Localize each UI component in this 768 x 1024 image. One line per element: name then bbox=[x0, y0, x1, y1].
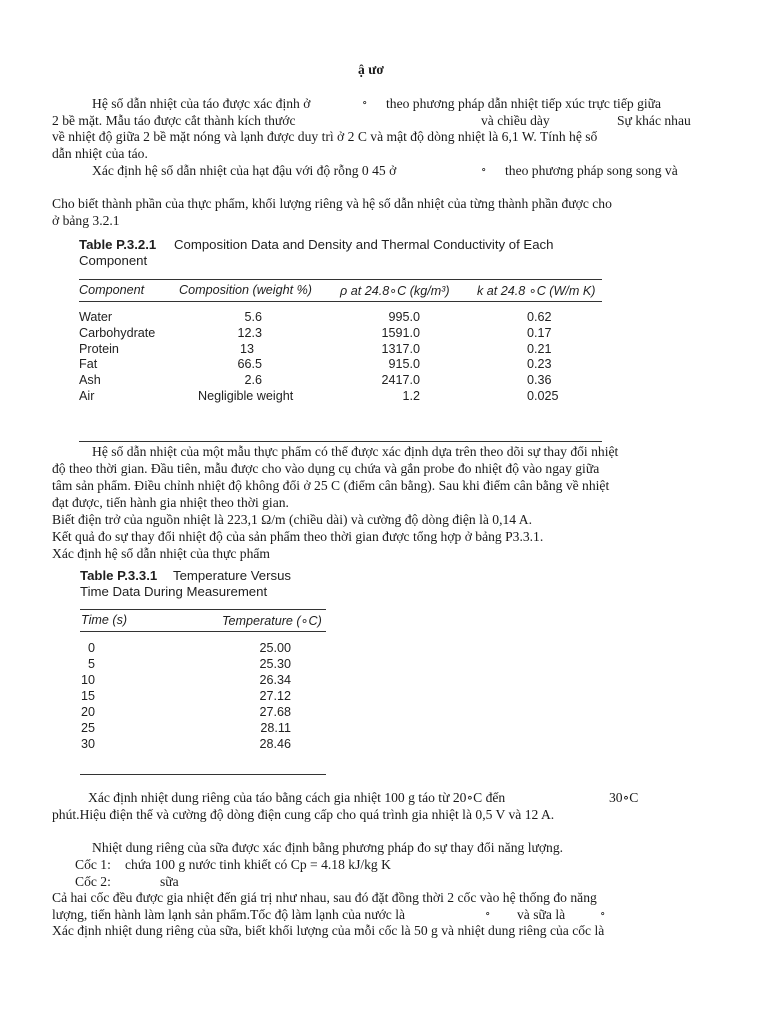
p6-line4: Cả hai cốc đều được gia nhiệt đến giá trị như nhau, sau đó đặt đồng thời 2 cốc vào hệ thống đo năng bbox=[52, 890, 597, 905]
p6-line5a: lượng, tiến hành làm lạnh sản phẩm.Tốc độ làm lạnh của nước là bbox=[52, 907, 405, 922]
table1-top-rule bbox=[79, 279, 602, 280]
table2-top-rule bbox=[80, 609, 326, 610]
table1-cell: 2.6 bbox=[244, 373, 262, 387]
p5-line2: phút.Hiệu điện thế và cường độ dòng điện cung cấp cho quá trình gia nhiệt là 0,5 V và 12 A. bbox=[52, 807, 555, 822]
table2-cell: 5 bbox=[88, 657, 96, 671]
table1-cell: 0.17 bbox=[527, 326, 552, 340]
table2-cell: 0 bbox=[88, 641, 96, 655]
table2-cell: 20 bbox=[81, 705, 96, 719]
table1-cell: Ash bbox=[79, 373, 101, 387]
table2-header-temperature: Temperature (∘C) bbox=[222, 614, 322, 628]
table2-bottom-rule bbox=[80, 774, 326, 775]
p4-line2: độ theo thời gian. Đầu tiên, mẫu được cho vào dụng cụ chứa và gắn probe đo nhiệt độ vào ngay giữa bbox=[52, 461, 600, 476]
table1-header-rule bbox=[79, 301, 602, 302]
p1-line2c: Sự khác nhau bbox=[617, 113, 691, 128]
p1-line3: về nhiệt độ giữa 2 bề mặt nóng và lạnh được duy trì ở 2 C và mật độ dòng nhiệt là 6,1 W. Tính hệ số bbox=[52, 129, 598, 144]
table1-header-component: Component bbox=[79, 283, 145, 297]
p5-line1a: Xác định nhiệt dung riêng của táo bằng cách gia nhiệt 100 g táo từ 20∘C đến bbox=[88, 790, 506, 805]
table2-cell: 15 bbox=[81, 689, 96, 703]
table2-header-time: Time (s) bbox=[81, 613, 128, 627]
p4-line7: Xác định hệ số dẫn nhiệt của thực phẩm bbox=[52, 546, 271, 561]
degree-symbol: ∘ bbox=[481, 164, 487, 176]
table2-cell: 25.30 bbox=[259, 657, 291, 671]
table1-cell: 5.6 bbox=[244, 310, 262, 324]
p2-line1a: Xác định hệ số dẫn nhiệt của hạt đậu với độ rỗng 0 45 ở bbox=[92, 163, 397, 178]
p4-line4: đạt được, tiến hành gia nhiệt theo thời gian. bbox=[52, 495, 289, 510]
cup1-text: chứa 100 g nước tinh khiết có Cp = 4.18 kJ/kg K bbox=[125, 857, 391, 872]
table2-cell: 10 bbox=[81, 673, 96, 687]
table1-caption: Composition Data and Density and Thermal Conductivity of Each bbox=[174, 237, 554, 252]
table1-cell: 66.5 bbox=[237, 357, 262, 371]
table1-bottom-rule bbox=[79, 441, 602, 442]
p3-line2: ở bảng 3.2.1 bbox=[52, 213, 120, 228]
table1-cell: 0.62 bbox=[527, 310, 552, 324]
table1-cell: Air bbox=[79, 389, 95, 403]
p6-line6: Xác định nhiệt dung riêng của sữa, biết khối lượng của mỗi cốc là 50 g và nhiệt dung riêng của cốc là bbox=[52, 923, 605, 938]
p1-line2b: và chiều dày bbox=[481, 113, 550, 128]
table2-label: Table P.3.3.1 bbox=[80, 568, 158, 583]
table1-cell: 1317.0 bbox=[381, 342, 420, 356]
table1-cell: 915.0 bbox=[388, 357, 420, 371]
p4-line6: Kết quả đo sự thay đổi nhiệt độ của sản phẩm theo thời gian được tổng hợp ở bảng P3.3.1. bbox=[52, 529, 544, 544]
table1-cell: Water bbox=[79, 310, 113, 324]
table2-cell: 26.34 bbox=[259, 673, 291, 687]
cup2-text: sữa bbox=[160, 874, 179, 889]
table2-cell: 25.00 bbox=[259, 641, 291, 655]
p4-line1: Hệ số dẫn nhiệt của một mẫu thực phẩm có thể được xác định dựa trên theo dõi sự thay đổi nhiệt bbox=[92, 444, 619, 459]
cup2-label: Cốc 2: bbox=[75, 874, 111, 889]
table1-cell: 0.36 bbox=[527, 373, 552, 387]
p2-line1c: theo phương pháp song song và bbox=[505, 163, 678, 178]
table1-cell: Protein bbox=[79, 342, 119, 356]
degree-symbol: ∘ bbox=[485, 908, 491, 920]
cup1-label: Cốc 1: bbox=[75, 857, 111, 872]
table2-caption: Temperature Versus bbox=[173, 568, 292, 583]
table1-header-conductivity: k at 24.8 ∘C (W/m K) bbox=[477, 284, 596, 298]
table2-cell: 25 bbox=[81, 721, 96, 735]
degree-symbol: ∘ bbox=[362, 97, 368, 109]
table1-cell: Carbohydrate bbox=[79, 326, 156, 340]
p4-line3: tâm sản phẩm. Điều chỉnh nhiệt độ không đổi ở 25 C (điểm cân bằng). Sau khi điểm cân bằng về nhiệt bbox=[52, 478, 610, 493]
p4-line5: Biết điện trở của nguồn nhiệt là 223,1 Ω/m (chiều dài) và cường độ dòng điện là 0,14 A. bbox=[52, 512, 532, 527]
table1-cell: 0.025 bbox=[527, 389, 559, 403]
table1-cell: 1591.0 bbox=[381, 326, 420, 340]
table1-header-composition: Composition (weight %) bbox=[179, 283, 312, 297]
p1-line1a: Hệ số dẫn nhiệt của táo được xác định ở bbox=[92, 96, 311, 111]
table2-cell: 27.12 bbox=[259, 689, 291, 703]
table1-cell: 1.2 bbox=[402, 389, 420, 403]
table1-label: Table P.3.2.1 bbox=[79, 237, 157, 252]
table1-cell: Fat bbox=[79, 357, 98, 371]
p6-line1: Nhiệt dung riêng của sữa được xác định bằng phương pháp đo sự thay đổi năng lượng. bbox=[92, 840, 564, 855]
table1-caption-cont: Component bbox=[79, 253, 148, 268]
p1-line1c: theo phương pháp dẫn nhiệt tiếp xúc trực tiếp giữa bbox=[386, 96, 662, 111]
table2-cell: 28.46 bbox=[259, 737, 291, 751]
table1-cell: 0.23 bbox=[527, 357, 552, 371]
table1-cell: 0.21 bbox=[527, 342, 552, 356]
table1-cell: 12.3 bbox=[237, 326, 262, 340]
table1-cell: 13 bbox=[239, 342, 254, 356]
table1-header-density: ρ at 24.8∘C (kg/m³) bbox=[340, 284, 450, 298]
p6-line5c: và sữa là bbox=[517, 907, 566, 922]
table1-cell: 995.0 bbox=[388, 310, 420, 324]
p1-line2a: 2 bề mặt. Mẫu táo được cắt thành kích thước bbox=[52, 113, 296, 128]
p3-line1: Cho biết thành phần của thực phẩm, khối lượng riêng và hệ số dẫn nhiệt của từng thành phần được cho bbox=[52, 196, 612, 211]
degree-symbol: ∘ bbox=[600, 908, 606, 920]
table2-caption-cont: Time Data During Measurement bbox=[80, 584, 268, 599]
table2-header-rule bbox=[80, 631, 326, 632]
table1-cell: 2417.0 bbox=[381, 373, 420, 387]
table2-cell: 27.68 bbox=[259, 705, 291, 719]
page-title: ậ ươ bbox=[358, 62, 384, 77]
table2-cell: 28.11 bbox=[260, 721, 291, 735]
p5-line1b: 30∘C bbox=[609, 790, 639, 805]
p1-line4: dẫn nhiệt của táo. bbox=[52, 146, 148, 161]
table2-cell: 30 bbox=[81, 737, 96, 751]
table1-cell: Negligible weight bbox=[198, 389, 294, 403]
